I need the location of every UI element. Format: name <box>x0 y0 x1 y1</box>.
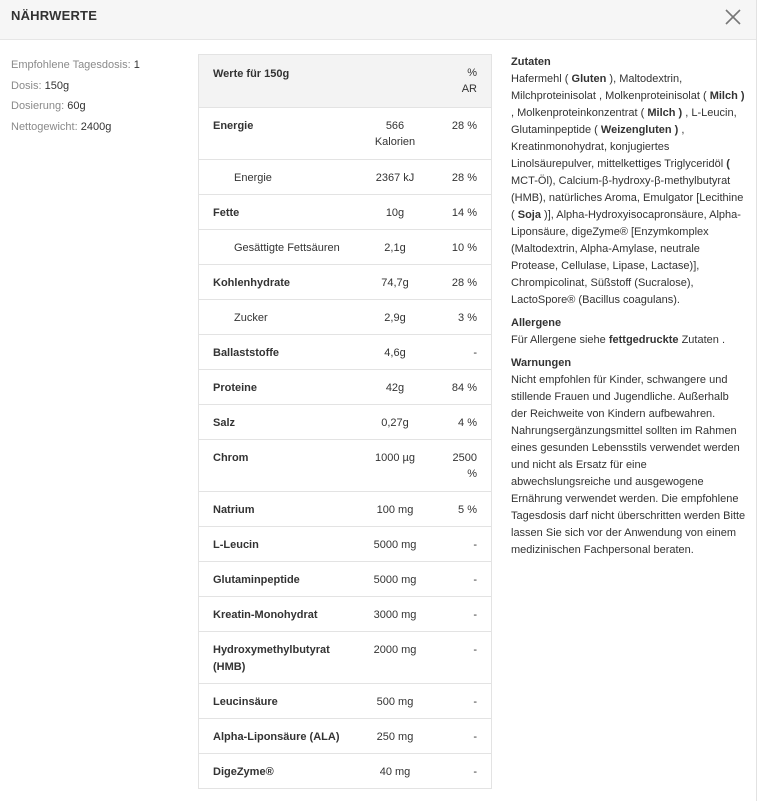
table-row <box>199 195 491 230</box>
header-values-per: Werte für 150g <box>213 68 290 80</box>
warnings-text: Nicht empfohlen für Kinder, schwangere und stillende Frauen und Jugendliche. Außerhalb der Reichweite von Kindern aufbewahren. Nahrungsergänzungsmittel sollten im Rahmen eines gesunden Lebensstils verwendet werden und nicht als Ersatz für eine abwechslungsreiche und ausgewogene Ernährung verwendet werden. Die empfohlene Tagesdosis darf nicht überschritten werden Bitte lassen Sie sich vor der Anwendung von einem medizinischen Fachpersonal beraten. <box>511 374 746 556</box>
nutrient-name: Kohlenhydrate <box>213 277 291 289</box>
dosage-value: 2400g <box>80 120 112 133</box>
nutrient-amount: 2,1g <box>384 242 406 254</box>
nutrient-amount: 500 mg <box>376 696 414 708</box>
nutrient-amount: 74,7g <box>381 277 409 289</box>
nutrient-name: Energie <box>213 120 254 132</box>
nutrient-name: Alpha-Liponsäure (ALA) <box>213 731 340 743</box>
modal-title: NÄHRWERTE <box>11 8 98 23</box>
table-row <box>199 719 491 754</box>
nutrient-amount: 3000 mg <box>373 609 417 621</box>
nutrient-amount: 2000 mg <box>373 644 417 656</box>
nutrient-amount: 4,6g <box>384 347 406 359</box>
table-header <box>199 55 491 108</box>
nutrient-ar: 28 % <box>451 172 477 184</box>
nutrient-ar: 2500 % <box>452 452 477 480</box>
nutrient-ar: - <box>473 696 477 708</box>
nutrient-name: Leucinsäure <box>213 696 278 708</box>
table-row <box>199 160 491 195</box>
nutrient-name: Kreatin-Monohydrat <box>213 609 318 621</box>
nutrient-amount: 2367 kJ <box>375 172 415 184</box>
table-row <box>199 597 491 632</box>
dosage-row <box>11 55 140 76</box>
table-row <box>199 684 491 719</box>
nutrient-name: Ballaststoffe <box>213 347 280 359</box>
table-row <box>199 440 491 492</box>
nutrient-amount: 1000 µg <box>375 452 415 464</box>
nutrient-ar: - <box>473 644 477 656</box>
nutrient-ar: 28 % <box>451 120 477 132</box>
table-row <box>199 527 491 562</box>
dosage-row <box>11 117 140 138</box>
nutrient-amount: 2,9g <box>384 312 406 324</box>
nutrient-amount: 5000 mg <box>373 539 417 551</box>
ingredients-title: Zutaten <box>511 56 551 68</box>
nutrient-name: Hydroxymethylbutyrat (HMB) <box>213 644 330 673</box>
nutrient-amount: 42g <box>385 382 405 394</box>
dosage-label: Dosis: <box>11 79 42 92</box>
nutrient-name: Fette <box>213 207 240 219</box>
dosage-row <box>11 76 140 97</box>
header-ar: % AR <box>461 67 477 95</box>
dosage-value: 60g <box>67 100 86 112</box>
nutrient-ar: 28 % <box>451 277 477 289</box>
table-row <box>199 370 491 405</box>
dosage-value: 1 <box>133 59 140 71</box>
allergens-title: Allergene <box>511 317 562 329</box>
table-row <box>199 300 491 335</box>
nutrient-name: Natrium <box>213 504 255 516</box>
table-row <box>199 230 491 265</box>
nutrient-name: Energie <box>234 172 272 184</box>
nutrient-name: L-Leucin <box>213 539 259 551</box>
nutrient-amount: 5000 mg <box>373 574 417 586</box>
table-row <box>199 405 491 440</box>
nutrient-ar: - <box>473 731 477 743</box>
nutrition-table <box>198 54 492 789</box>
ingredients-text: Hafermehl ( Gluten ), Maltodextrin, Milchproteinisolat , Molkenproteinisolat ( Milch ) , Molkenproteinkonzentrat ( Milch ) , L-Leucin, Glutaminpeptide ( Weizengluten ) , Kreatinmonohydrat, konjugiertes Linolsäurepulver, mittelkettiges Triglyceridöl ( MCT-Öl), Calcium-β-hydroxy-β-methylbutyrat (HMB), natürliches Aroma, Emulgator [Lecithine ( Soja )], Alpha-Hydroxyisocapronsäure, Alpha-Liponsäure, digeZyme® [Enzymkomplex (Maltodextrin, Alpha-Amylase, neutrale Protease, Cellulase, Lipase, Lactase)], Chrompicolinat, Süßstoff (Sucralose), LactoSpore® (Bacillus coagulans). <box>511 73 745 306</box>
nutrient-ar: 10 % <box>451 242 477 254</box>
warnings-title: Warnungen <box>511 357 572 369</box>
table-row <box>199 562 491 597</box>
dosage-info <box>11 55 140 137</box>
dosage-label: Nettogewicht: <box>11 120 78 133</box>
dosage-label: Empfohlene Tagesdosis: <box>11 59 131 71</box>
nutrient-name: Salz <box>213 417 236 429</box>
nutrient-name: DigeZyme® <box>213 766 274 778</box>
table-row <box>199 492 491 527</box>
table-row <box>199 335 491 370</box>
dosage-value: 150g <box>44 79 70 92</box>
nutrient-ar: - <box>473 539 477 551</box>
nutrient-amount: 100 mg <box>376 504 414 516</box>
table-row <box>199 108 491 160</box>
nutrient-ar: 14 % <box>451 207 477 219</box>
nutrient-ar: 5 % <box>458 504 477 516</box>
table-row <box>199 754 491 789</box>
nutrient-ar: - <box>473 347 477 359</box>
modal-header <box>0 0 756 40</box>
allergens-text: Für Allergene siehe fettgedruckte Zutaten . <box>511 334 726 346</box>
nutrient-ar: - <box>473 574 477 586</box>
nutrient-amount: 0,27g <box>381 417 409 429</box>
product-info <box>511 54 747 565</box>
nutrient-name: Proteine <box>213 382 258 394</box>
nutrient-name: Gesättigte Fettsäuren <box>234 242 340 254</box>
close-icon <box>722 6 744 28</box>
nutrient-name: Zucker <box>234 312 268 324</box>
close-button[interactable] <box>722 6 744 28</box>
dosage-label: Dosierung: <box>11 100 65 112</box>
header-amount <box>349 55 441 107</box>
nutrient-ar: 4 % <box>458 417 477 429</box>
table-row <box>199 265 491 300</box>
nutrient-name: Glutaminpeptide <box>213 574 300 586</box>
nutrient-ar: 3 % <box>458 312 477 324</box>
nutrient-ar: - <box>473 609 477 621</box>
table-row <box>199 632 491 684</box>
nutrient-amount: 40 mg <box>379 766 411 778</box>
dosage-row <box>11 96 140 117</box>
nutrient-amount: 250 mg <box>376 731 414 743</box>
nutrient-ar: - <box>473 766 477 778</box>
nutrient-amount: 10g <box>385 207 405 219</box>
nutrient-ar: 84 % <box>451 382 477 394</box>
table-body <box>199 108 491 789</box>
nutrient-amount: 566 Kalorien <box>374 120 416 148</box>
nutrient-name: Chrom <box>213 452 249 464</box>
